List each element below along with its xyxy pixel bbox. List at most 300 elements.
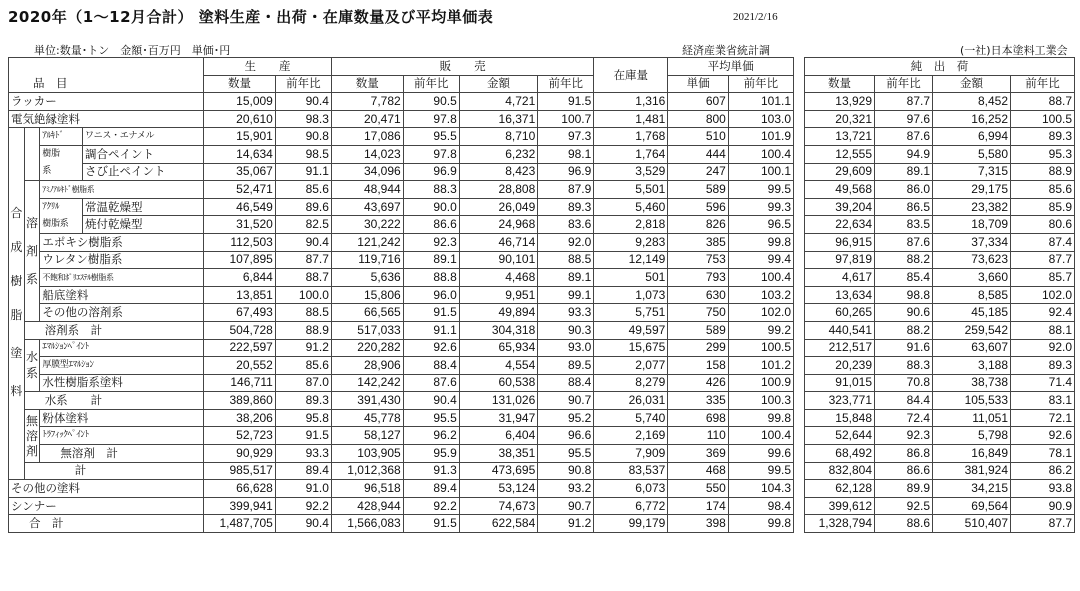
value-cell: 90.7 (538, 497, 594, 515)
table-row (9, 251, 794, 269)
header-zennen: 前年比 (403, 75, 459, 93)
value-cell: 12,149 (594, 251, 668, 269)
kei-label: 系 (40, 163, 83, 181)
table-row (9, 181, 794, 199)
table-row (9, 145, 794, 163)
shipment-value-cell: 87.7 (1011, 251, 1075, 269)
value-cell: 550 (668, 480, 729, 498)
value-cell: 98.4 (728, 497, 793, 515)
value-cell: 4,721 (459, 93, 538, 111)
row-label: ｱﾐﾉｱﾙｷﾄﾞ樹脂系 (40, 181, 204, 199)
header-hanbai: 販 売 (331, 58, 593, 76)
value-cell: 428,944 (331, 497, 403, 515)
value-cell: 607 (668, 93, 729, 111)
value-cell: 3,529 (594, 163, 668, 181)
value-cell: 16,371 (459, 110, 538, 128)
shipment-value-cell: 90.6 (875, 304, 933, 322)
shipment-value-cell: 70.8 (875, 374, 933, 392)
value-cell: 91.2 (275, 339, 331, 357)
table-row (805, 110, 1075, 128)
value-cell: 91.0 (275, 480, 331, 498)
shipment-value-cell: 96,915 (805, 233, 875, 251)
value-cell: 20,471 (331, 110, 403, 128)
value-cell: 92.3 (403, 233, 459, 251)
shipment-value-cell: 83.1 (1011, 392, 1075, 410)
shipment-value-cell: 91,015 (805, 374, 875, 392)
value-cell: 58,127 (331, 427, 403, 445)
shipment-value-cell: 6,994 (933, 128, 1011, 146)
table-row (805, 515, 1075, 533)
shipment-value-cell: 15,848 (805, 409, 875, 427)
value-cell: 90.4 (275, 515, 331, 533)
group-char: 水 (26, 350, 39, 365)
table-row (9, 216, 794, 234)
value-cell: 99.8 (728, 233, 793, 251)
value-cell: 24,968 (459, 216, 538, 234)
value-cell: 100.4 (728, 269, 793, 287)
value-cell: 13,851 (204, 286, 276, 304)
value-cell: 66,565 (331, 304, 403, 322)
group-char: 塗 (10, 345, 23, 360)
row-label: 不飽和ﾎﾟﾘｴｽﾃﾙ樹脂系 (40, 269, 204, 287)
value-cell: 38,351 (459, 445, 538, 463)
group-char: 剤 (26, 244, 39, 259)
row-label: 溶剤系 計 (24, 321, 203, 339)
value-cell: 26,031 (594, 392, 668, 410)
table-row (805, 286, 1075, 304)
row-label: その他の塗料 (9, 480, 204, 498)
table-row (805, 427, 1075, 445)
value-cell: 99.6 (728, 445, 793, 463)
row-label: ラッカー (9, 93, 204, 111)
value-cell: 100.9 (728, 374, 793, 392)
value-cell: 5,740 (594, 409, 668, 427)
shipment-value-cell: 62,128 (805, 480, 875, 498)
value-cell: 15,009 (204, 93, 276, 111)
shipment-value-cell: 86.0 (875, 181, 933, 199)
value-cell: 92.6 (403, 339, 459, 357)
shipment-value-cell: 1,328,794 (805, 515, 875, 533)
table-row (9, 286, 794, 304)
shipment-value-cell: 92.3 (875, 427, 933, 445)
value-cell: 14,023 (331, 145, 403, 163)
shipment-value-cell: 87.4 (1011, 233, 1075, 251)
shipment-value-cell: 86.8 (875, 445, 933, 463)
shipment-value-cell: 60,265 (805, 304, 875, 322)
shipment-value-cell: 85.4 (875, 269, 933, 287)
shipment-value-cell: 91.6 (875, 339, 933, 357)
table-row (805, 216, 1075, 234)
header-zennen: 前年比 (875, 75, 933, 93)
value-cell: 65,934 (459, 339, 538, 357)
organization-note: (一社)日本塗料工業会 (960, 44, 1068, 57)
shipment-value-cell: 4,617 (805, 269, 875, 287)
value-cell: 17,086 (331, 128, 403, 146)
value-cell: 91.5 (403, 304, 459, 322)
value-cell: 1,566,083 (331, 515, 403, 533)
shipment-value-cell: 88.9 (1011, 163, 1075, 181)
value-cell: 98.5 (275, 145, 331, 163)
shipment-value-cell: 259,542 (933, 321, 1011, 339)
value-cell: 504,728 (204, 321, 276, 339)
value-cell: 1,073 (594, 286, 668, 304)
shipment-value-cell: 100.5 (1011, 110, 1075, 128)
shipment-value-cell: 8,452 (933, 93, 1011, 111)
table-row (805, 233, 1075, 251)
value-cell: 46,549 (204, 198, 276, 216)
value-cell: 1,487,705 (204, 515, 276, 533)
value-cell: 83.6 (538, 216, 594, 234)
value-cell: 1,768 (594, 128, 668, 146)
value-cell: 100.0 (275, 286, 331, 304)
shipment-value-cell: 7,315 (933, 163, 1011, 181)
header-zaiko: 在庫量 (594, 58, 668, 93)
value-cell: 96.6 (538, 427, 594, 445)
table-row (805, 251, 1075, 269)
header-tanka: 単価 (668, 75, 729, 93)
value-cell: 90.3 (538, 321, 594, 339)
row-label: シンナー (9, 497, 204, 515)
value-cell: 8,710 (459, 128, 538, 146)
value-cell: 800 (668, 110, 729, 128)
group-suikei (24, 339, 40, 392)
shipment-value-cell: 8,585 (933, 286, 1011, 304)
shipment-value-cell: 12,555 (805, 145, 875, 163)
value-cell: 444 (668, 145, 729, 163)
table-row (9, 409, 794, 427)
value-cell: 49,597 (594, 321, 668, 339)
group-char: 溶 (26, 216, 39, 231)
value-cell: 5,751 (594, 304, 668, 322)
row-label: 合 計 (9, 515, 204, 533)
value-cell: 2,077 (594, 357, 668, 375)
value-cell: 6,404 (459, 427, 538, 445)
value-cell: 2,818 (594, 216, 668, 234)
value-cell: 6,772 (594, 497, 668, 515)
value-cell: 110 (668, 427, 729, 445)
value-cell: 74,673 (459, 497, 538, 515)
header-zennen: 前年比 (275, 75, 331, 93)
value-cell: 26,049 (459, 198, 538, 216)
header-blank (9, 58, 204, 76)
table-row (805, 269, 1075, 287)
value-cell: 4,554 (459, 357, 538, 375)
shipment-value-cell: 102.0 (1011, 286, 1075, 304)
shipment-value-cell: 440,541 (805, 321, 875, 339)
row-label: 船底塗料 (40, 286, 204, 304)
shipment-value-cell: 23,382 (933, 198, 1011, 216)
row-label: 厚膜型ｴﾏﾙｼｮﾝ (40, 357, 204, 375)
value-cell: 34,096 (331, 163, 403, 181)
table-row (805, 497, 1075, 515)
value-cell: 99.5 (728, 462, 793, 480)
value-cell: 1,481 (594, 110, 668, 128)
value-cell: 28,808 (459, 181, 538, 199)
shipment-value-cell: 89.3 (1011, 128, 1075, 146)
group-char: 成 (10, 239, 23, 254)
shipment-value-cell: 78.1 (1011, 445, 1075, 463)
value-cell: 92.0 (538, 233, 594, 251)
table-row (9, 427, 794, 445)
shipment-value-cell: 11,051 (933, 409, 1011, 427)
value-cell: 1,316 (594, 93, 668, 111)
value-cell: 88.4 (403, 357, 459, 375)
header-suryo: 数量 (805, 75, 875, 93)
group-char: 樹 (10, 273, 23, 288)
group-char: 剤 (26, 443, 39, 458)
row-label: その他の溶剤系 (40, 304, 204, 322)
value-cell: 99.2 (728, 321, 793, 339)
header-row-1 (9, 58, 794, 76)
value-cell: 103.0 (728, 110, 793, 128)
table-row (9, 128, 794, 146)
value-cell: 83,537 (594, 462, 668, 480)
value-cell: 96,518 (331, 480, 403, 498)
shipment-value-cell: 89.3 (1011, 357, 1075, 375)
value-cell: 101.9 (728, 128, 793, 146)
value-cell: 622,584 (459, 515, 538, 533)
header-zennen: 前年比 (1011, 75, 1075, 93)
shipment-value-cell: 90.9 (1011, 497, 1075, 515)
value-cell: 90.5 (403, 93, 459, 111)
value-cell: 985,517 (204, 462, 276, 480)
shipment-value-cell: 22,634 (805, 216, 875, 234)
table-row (9, 163, 794, 181)
shipment-value-cell: 98.8 (875, 286, 933, 304)
value-cell: 104.3 (728, 480, 793, 498)
value-cell: 91.5 (275, 427, 331, 445)
shipment-value-cell: 29,609 (805, 163, 875, 181)
shipment-value-cell: 86.5 (875, 198, 933, 216)
value-cell: 6,232 (459, 145, 538, 163)
value-cell: 95.5 (403, 409, 459, 427)
value-cell: 90.8 (275, 128, 331, 146)
row-label: 常温乾燥型 (82, 198, 203, 216)
shipment-value-cell: 63,607 (933, 339, 1011, 357)
value-cell: 99.1 (538, 286, 594, 304)
value-cell: 88.9 (275, 321, 331, 339)
shipment-value-cell: 95.3 (1011, 145, 1075, 163)
shipment-value-cell: 94.9 (875, 145, 933, 163)
value-cell: 299 (668, 339, 729, 357)
value-cell: 5,501 (594, 181, 668, 199)
value-cell: 100.7 (538, 110, 594, 128)
value-cell: 750 (668, 304, 729, 322)
header-kingaku: 金額 (459, 75, 538, 93)
table-row (805, 304, 1075, 322)
value-cell: 93.2 (538, 480, 594, 498)
shipment-value-cell: 13,929 (805, 93, 875, 111)
shipment-value-cell: 97.6 (875, 110, 933, 128)
shipment-value-cell: 381,924 (933, 462, 1011, 480)
value-cell: 87.9 (538, 181, 594, 199)
table-row (805, 145, 1075, 163)
value-cell: 89.5 (538, 357, 594, 375)
shipment-value-cell: 92.4 (1011, 304, 1075, 322)
row-label: 水性樹脂系塗料 (40, 374, 204, 392)
value-cell: 98.3 (275, 110, 331, 128)
value-cell: 91.2 (538, 515, 594, 533)
value-cell: 88.5 (538, 251, 594, 269)
source-note: 経済産業省統計調 (682, 44, 770, 57)
value-cell: 99,179 (594, 515, 668, 533)
shipment-value-cell: 323,771 (805, 392, 875, 410)
header-row-2 (9, 75, 794, 93)
value-cell: 82.5 (275, 216, 331, 234)
value-cell: 5,460 (594, 198, 668, 216)
value-cell: 85.6 (275, 181, 331, 199)
value-cell: 90.4 (403, 392, 459, 410)
value-cell: 389,860 (204, 392, 276, 410)
table-row (805, 128, 1075, 146)
value-cell: 95.2 (538, 409, 594, 427)
value-cell: 468 (668, 462, 729, 480)
shipment-value-cell: 510,407 (933, 515, 1011, 533)
shipment-value-cell: 72.4 (875, 409, 933, 427)
value-cell: 103,905 (331, 445, 403, 463)
shipment-value-cell: 88.7 (1011, 93, 1075, 111)
value-cell: 101.2 (728, 357, 793, 375)
table-row (805, 409, 1075, 427)
value-cell: 96.5 (728, 216, 793, 234)
value-cell: 15,806 (331, 286, 403, 304)
group-char: 無 (26, 413, 39, 428)
table-row (9, 480, 794, 498)
table-row (9, 93, 794, 111)
report-date: 2021/2/16 (733, 11, 778, 23)
value-cell: 96.9 (403, 163, 459, 181)
table-row (9, 392, 794, 410)
table-row (9, 462, 794, 480)
value-cell: 87.0 (275, 374, 331, 392)
value-cell: 95.5 (538, 445, 594, 463)
acryl-label: ｱｸﾘﾙ (40, 198, 83, 216)
shipment-value-cell: 212,517 (805, 339, 875, 357)
shipment-value-cell: 13,721 (805, 128, 875, 146)
table-row (805, 181, 1075, 199)
table-row (805, 198, 1075, 216)
header-seisan: 生 産 (204, 58, 332, 76)
shipment-value-cell: 5,798 (933, 427, 1011, 445)
value-cell: 96.2 (403, 427, 459, 445)
table-row (805, 480, 1075, 498)
value-cell: 28,906 (331, 357, 403, 375)
side-header-row-2 (805, 75, 1075, 93)
value-cell: 473,695 (459, 462, 538, 480)
shipment-value-cell: 85.6 (1011, 181, 1075, 199)
value-cell: 90,101 (459, 251, 538, 269)
shipment-table (804, 57, 1075, 533)
table-row (9, 321, 794, 339)
shipment-value-cell: 86.6 (875, 462, 933, 480)
header-suryo: 数量 (331, 75, 403, 93)
side-header-row-1 (805, 58, 1075, 76)
shipment-value-cell: 832,804 (805, 462, 875, 480)
header-suryo: 数量 (204, 75, 276, 93)
header-kingaku: 金額 (933, 75, 1011, 93)
shipment-value-cell: 89.1 (875, 163, 933, 181)
shipment-value-cell: 16,849 (933, 445, 1011, 463)
value-cell: 98.1 (538, 145, 594, 163)
shipment-value-cell: 92.5 (875, 497, 933, 515)
value-cell: 793 (668, 269, 729, 287)
value-cell: 97.8 (403, 145, 459, 163)
value-cell: 53,124 (459, 480, 538, 498)
value-cell: 67,493 (204, 304, 276, 322)
value-cell: 96.0 (403, 286, 459, 304)
shipment-value-cell: 68,492 (805, 445, 875, 463)
value-cell: 15,901 (204, 128, 276, 146)
group-char: 料 (10, 383, 23, 398)
value-cell: 90.8 (538, 462, 594, 480)
value-cell: 501 (594, 269, 668, 287)
value-cell: 5,636 (331, 269, 403, 287)
value-cell: 30,222 (331, 216, 403, 234)
value-cell: 60,538 (459, 374, 538, 392)
value-cell: 121,242 (331, 233, 403, 251)
value-cell: 385 (668, 233, 729, 251)
row-label: 焼付乾燥型 (82, 216, 203, 234)
group-yozai (24, 181, 40, 322)
value-cell: 89.1 (538, 269, 594, 287)
value-cell: 142,242 (331, 374, 403, 392)
shipment-value-cell: 52,644 (805, 427, 875, 445)
shipment-value-cell: 97,819 (805, 251, 875, 269)
jushi-label: 樹脂 (40, 145, 83, 163)
value-cell: 8,279 (594, 374, 668, 392)
group-yozai-blank (24, 128, 40, 181)
value-cell: 43,697 (331, 198, 403, 216)
table-row (805, 392, 1075, 410)
value-cell: 99.5 (728, 181, 793, 199)
shipment-value-cell: 83.5 (875, 216, 933, 234)
shipment-value-cell: 86.2 (1011, 462, 1075, 480)
value-cell: 399,941 (204, 497, 276, 515)
shipment-value-cell: 105,533 (933, 392, 1011, 410)
value-cell: 100.1 (728, 163, 793, 181)
shipment-value-cell: 5,580 (933, 145, 1011, 163)
value-cell: 589 (668, 321, 729, 339)
table-row (805, 93, 1075, 111)
value-cell: 2,169 (594, 427, 668, 445)
value-cell: 7,909 (594, 445, 668, 463)
value-cell: 698 (668, 409, 729, 427)
shipment-value-cell: 87.6 (875, 233, 933, 251)
value-cell: 89.4 (275, 462, 331, 480)
table-row (9, 515, 794, 533)
value-cell: 9,283 (594, 233, 668, 251)
shipment-value-cell: 69,564 (933, 497, 1011, 515)
value-cell: 7,782 (331, 93, 403, 111)
shipment-value-cell: 29,175 (933, 181, 1011, 199)
row-label: 粉体塗料 (40, 409, 204, 427)
row-label: 計 (24, 462, 203, 480)
value-cell: 90.4 (275, 233, 331, 251)
header-zennen: 前年比 (538, 75, 594, 93)
shipment-value-cell: 92.0 (1011, 339, 1075, 357)
value-cell: 14,634 (204, 145, 276, 163)
shipment-value-cell: 71.4 (1011, 374, 1075, 392)
value-cell: 630 (668, 286, 729, 304)
row-label: ﾄﾗﾌｨｯｸﾍﾟｲﾝﾄ (40, 427, 204, 445)
group-char: 溶 (26, 428, 39, 443)
shipment-value-cell: 3,188 (933, 357, 1011, 375)
value-cell: 90,929 (204, 445, 276, 463)
value-cell: 38,206 (204, 409, 276, 427)
shipment-value-cell: 87.7 (1011, 515, 1075, 533)
value-cell: 90.4 (275, 93, 331, 111)
shipment-value-cell: 73,623 (933, 251, 1011, 269)
